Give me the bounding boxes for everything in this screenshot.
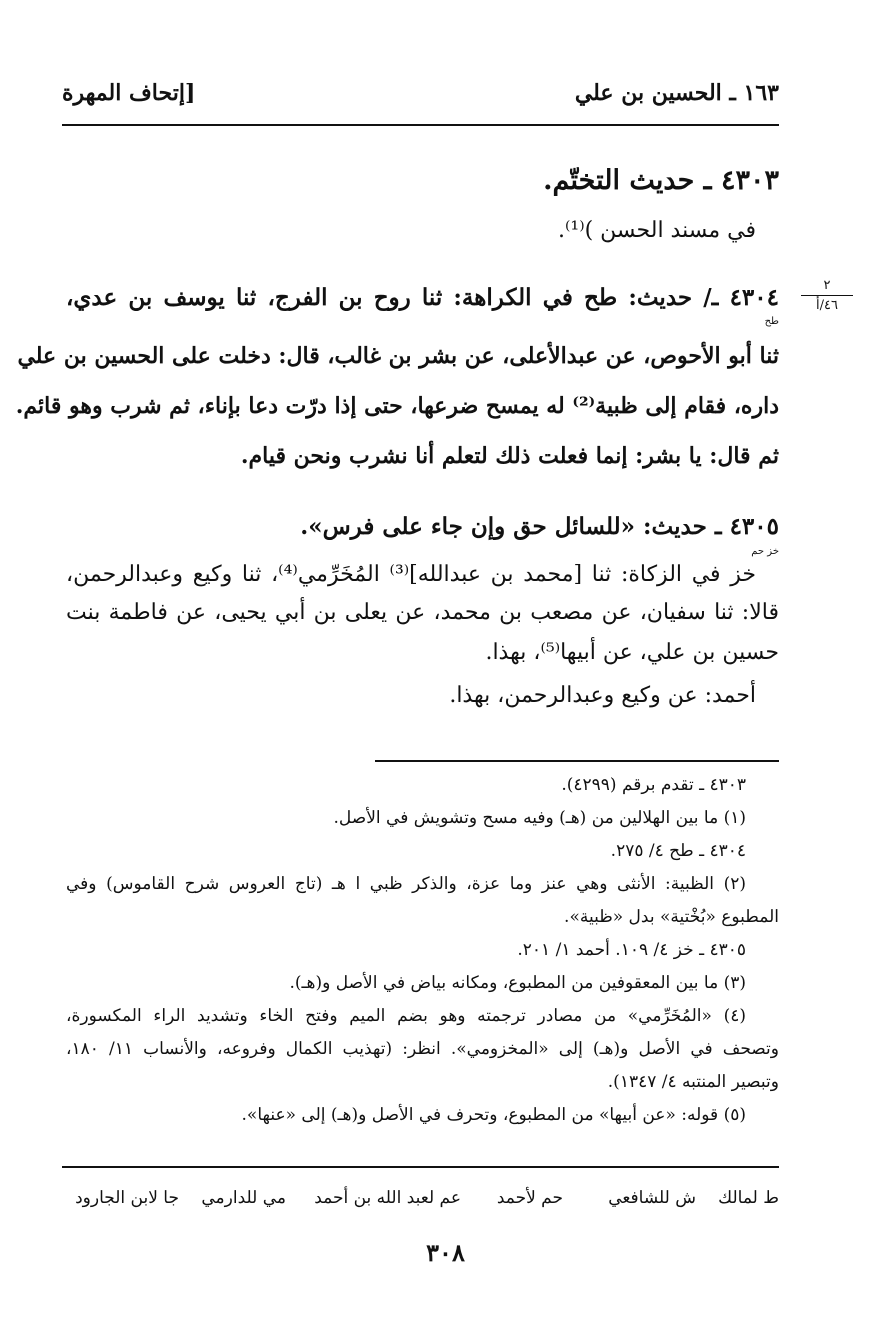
- abbreviation-rule: [62, 1166, 779, 1168]
- abbreviation-item: ط لمالك: [718, 1188, 779, 1208]
- hadith-4304-line-4: ثم قال: يا بشر: إنما فعلت ذلك لتعلم أنا نشرب ونحن قيام.: [240, 443, 779, 469]
- hadith-4304-line-3: داره، فقام إلى ظبية⁽²⁾ له يمسح ضرعها، حتى إذا درّت دعا بإناء، ثم شرب وهو قائم.: [15, 393, 779, 419]
- header-rule: [62, 124, 779, 126]
- footnote-line: وتصحف في الأصل و(هـ) إلى «المخزومي». انظر: (تهذيب الكمال وفروعه، والأنساب ١١/ ١٨٠،: [66, 1039, 779, 1059]
- footnote-line: (٢) الظبية: الأنثى وهي عنز وما عزة، والذكر ظبي ا هـ (تاج العروس شرح القاموس) وفي: [66, 874, 746, 894]
- hadith-4305-line-3: قالا: ثنا سفيان، عن مصعب بن محمد، عن يعلى بن أبي يحيى، عن فاطمة بنت: [66, 600, 779, 625]
- running-header-book: [إتحاف المهرة: [62, 80, 196, 106]
- hadith-4305-line-5: أحمد: عن وكيع وعبدالرحمن، بهذا.: [449, 683, 756, 708]
- footnote-line: (٣) ما بين المعقوفين من المطبوع، ومكانه بياض في الأصل و(هـ).: [289, 973, 746, 993]
- footnote-line: (٥) قوله: «عن أبيها» من المطبوع، وتحرف في الأصل و(هـ) إلى «عنها».: [241, 1105, 746, 1125]
- footnote-line: (٤) «المُخَرِّمي» من مصادر ترجمته وهو بضم الميم وفتح الخاء وتشديد الراء المكسورة،: [66, 1006, 746, 1026]
- margin-folio-note: [801, 278, 853, 313]
- abbreviation-item: ش للشافعي: [608, 1188, 696, 1208]
- hadith-4304-siglum: طح: [764, 316, 779, 327]
- footnote-line: (١) ما بين الهلالين من (هـ) وفيه مسح وتشويش في الأصل.: [333, 808, 746, 828]
- hadith-4305-line-2: خز في الزكاة: ثنا [محمد بن عبدالله]⁽³⁾ المُخَرِّمي⁽⁴⁾، ثنا وكيع وعبدالرحمن،: [66, 562, 757, 587]
- abbreviation-item: حم لأحمد: [496, 1188, 563, 1208]
- margin-folio-line: [801, 295, 853, 296]
- hadith-4304-line-2: ثنا أبو الأحوص، عن عبدالأعلى، عن بشر بن غالب، قال: دخلت على الحسين بن علي: [17, 343, 779, 369]
- hadith-4305-line-4: حسين بن علي، عن أبيها⁽⁵⁾، بهذا.: [485, 640, 779, 665]
- hadith-4304-line-1: ٤٣٠٤ ـ/ حديث: طح في الكراهة: ثنا روح بن الفرج، ثنا يوسف بن عدي،: [66, 284, 779, 311]
- footnote-line: ٤٣٠٤ ـ طح ٤/ ٢٧٥.: [610, 841, 746, 861]
- hadith-4305-siglum: خز حم: [751, 546, 779, 557]
- hadith-4303-title: ٤٣٠٣ ـ حديث التختّم.: [543, 165, 779, 196]
- footnote-line: ٤٣٠٣ ـ تقدم برقم (٤٢٩٩).: [561, 775, 746, 795]
- page-number: ٣٠٨: [426, 1238, 465, 1267]
- footnote-line: وتبصير المنتبه ٤/ ١٣٤٧).: [607, 1072, 779, 1092]
- margin-folio-bottom: ٤٦/أ: [816, 298, 838, 313]
- abbreviation-item: مي للدارمي: [201, 1188, 286, 1208]
- footnote-line: ٤٣٠٥ ـ خز ٤/ ١٠٩. أحمد ١/ ٢٠١.: [517, 940, 746, 960]
- hadith-4303-source: في مسند الحسن )⁽¹⁾.: [557, 218, 756, 243]
- footnote-line: المطبوع «بُخْتية» بدل «ظبية».: [564, 907, 779, 927]
- margin-folio-top: ٢: [823, 278, 831, 293]
- abbreviation-item: جا لابن الجارود: [75, 1188, 179, 1208]
- footnote-separator: [375, 760, 779, 762]
- hadith-4305-line-1: ٤٣٠٥ ـ حديث: «للسائل حق وإن جاء على فرس».: [300, 513, 779, 540]
- abbreviation-item: عم لعبد الله بن أحمد: [314, 1188, 461, 1208]
- running-header-chapter: ١٦٣ ـ الحسين بن علي: [574, 80, 779, 106]
